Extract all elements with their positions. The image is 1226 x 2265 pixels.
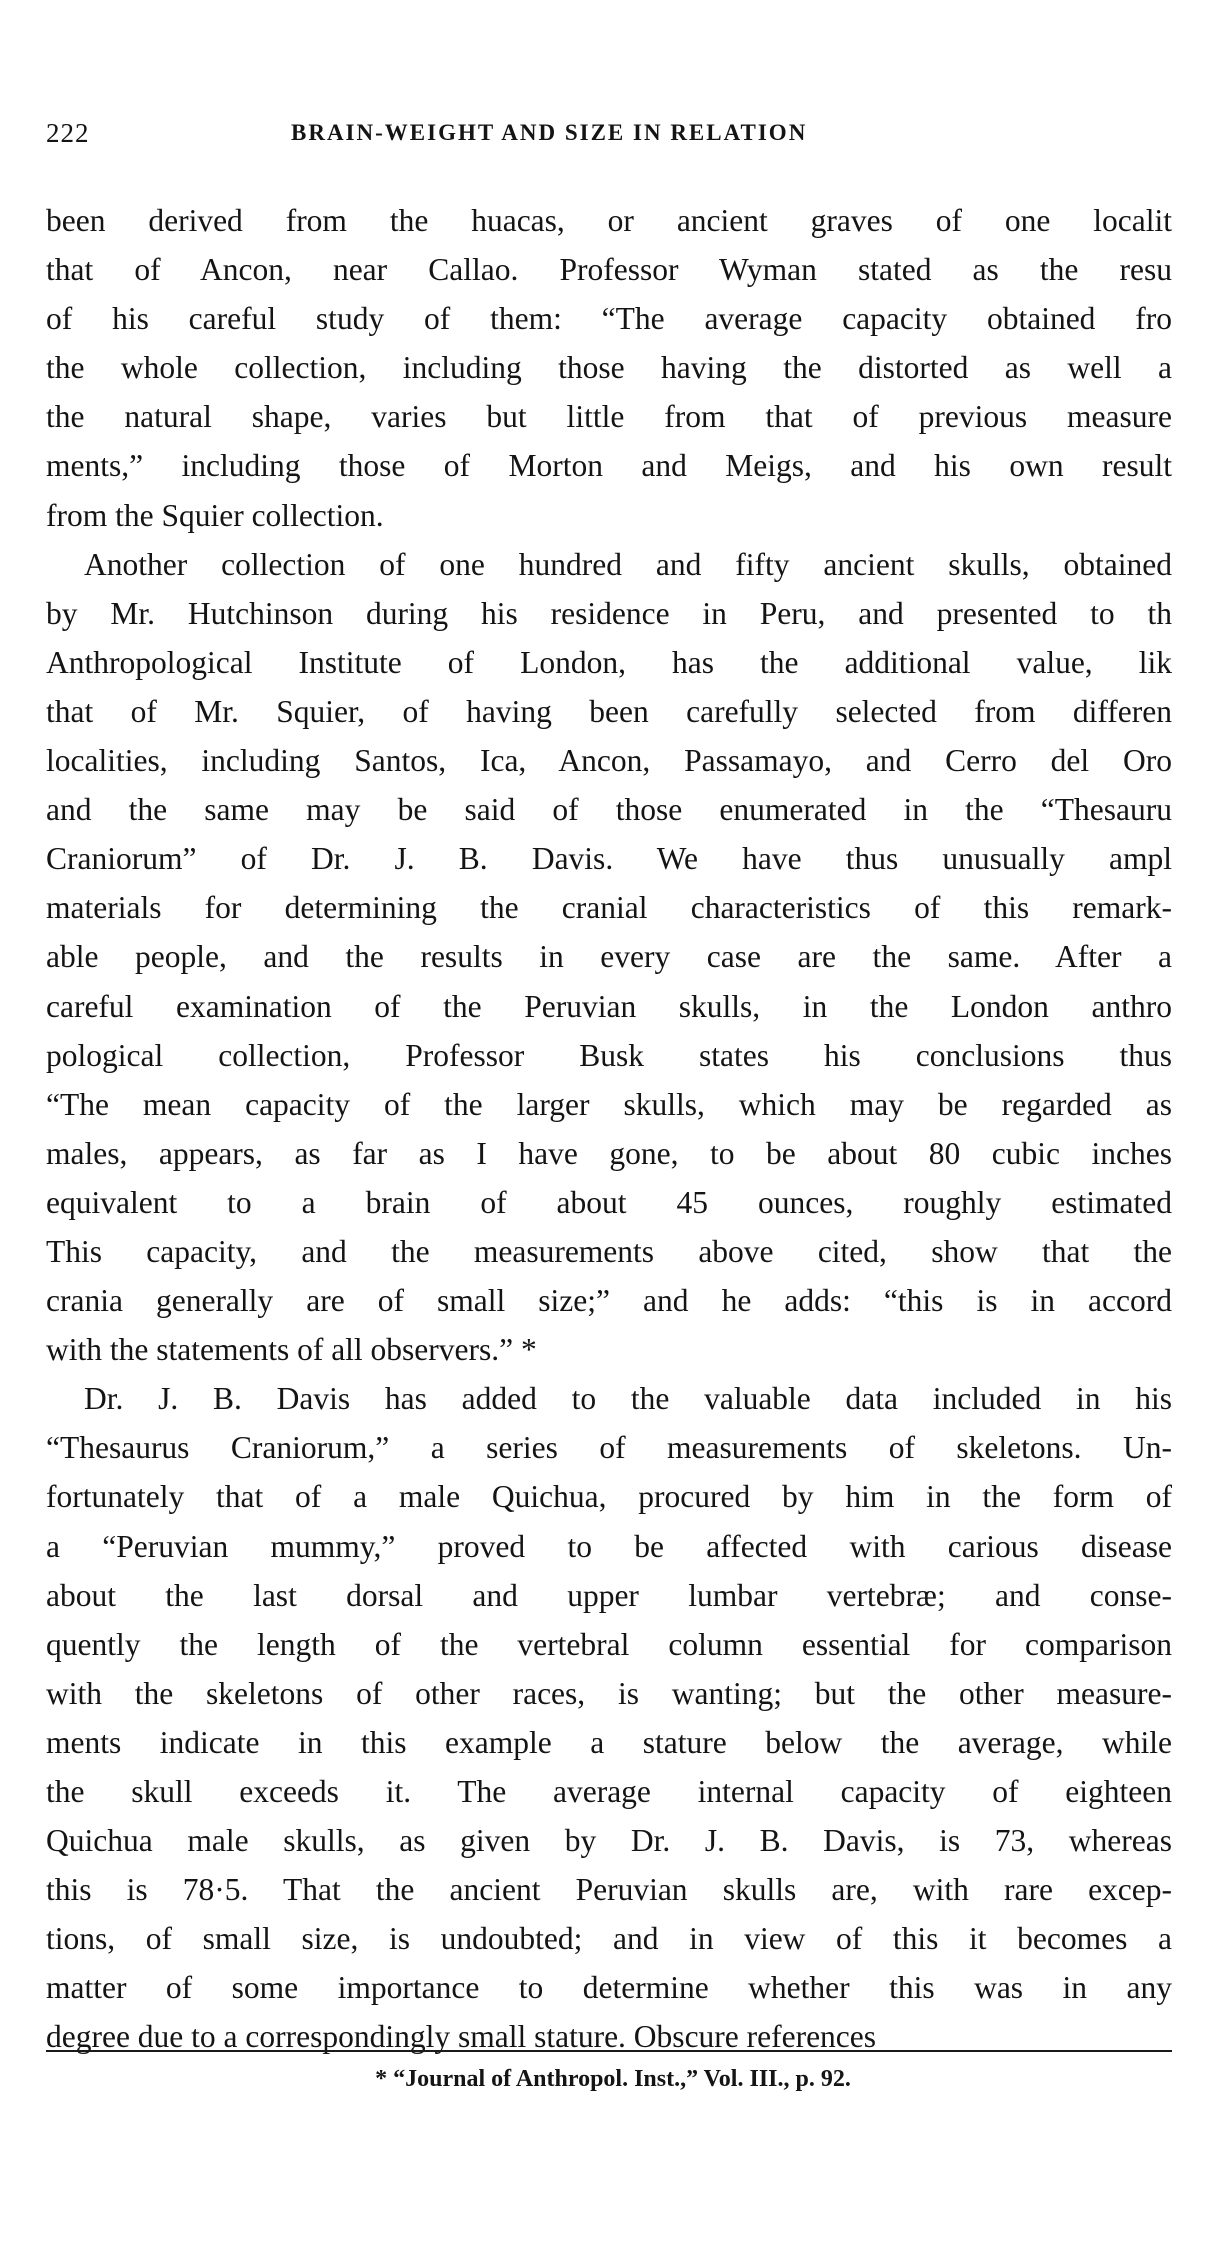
text-line: This capacity, and the measurements above cited, show that the (46, 1233, 1172, 1269)
text-line: tions, of small size, is undoubted; and in view of this it becomes a (46, 1921, 1172, 1957)
paragraph (46, 540, 1172, 1375)
paragraph (46, 1374, 1172, 2061)
footnote: * “Journal of Anthropol. Inst.,” Vol. III., p. 92. (375, 2066, 851, 2092)
text-line: that of Ancon, near Callao. Professor Wyman stated as the resu (46, 252, 1172, 288)
text-line: fortunately that of a male Quichua, procured by him in the form of (46, 1479, 1172, 1515)
footnote-rule (46, 2050, 1172, 2052)
text-line: equivalent to a brain of about 45 ounces, roughly estimated (46, 1184, 1172, 1220)
text-line: ments,” including those of Morton and Meigs, and his own result (46, 448, 1172, 484)
text-line: Anthropological Institute of London, has the additional value, lik (46, 644, 1172, 680)
text-line: with the statements of all observers.” * (46, 1332, 537, 1368)
page-number: 222 (46, 118, 90, 148)
text-line: with the skeletons of other races, is wanting; but the other measure- (46, 1675, 1172, 1711)
text-line: “The mean capacity of the larger skulls, which may be regarded as (46, 1086, 1172, 1122)
text-line: ments indicate in this example a stature below the average, while (46, 1724, 1172, 1760)
body-text (46, 196, 1172, 2062)
text-line: “Thesaurus Craniorum,” a series of measurements of skeletons. Un- (46, 1430, 1172, 1466)
text-line: Quichua male skulls, as given by Dr. J. B. Davis, is 73, whereas (46, 1823, 1172, 1859)
text-line: quently the length of the vertebral column essential for comparison (46, 1626, 1172, 1662)
text-line: the skull exceeds it. The average internal capacity of eighteen (46, 1774, 1172, 1809)
text-line: materials for determining the cranial characteristics of this remark- (46, 890, 1172, 926)
text-line: pological collection, Professor Busk states his conclusions thus (46, 1037, 1172, 1073)
running-head (46, 118, 1176, 158)
text-line: about the last dorsal and upper lumbar vertebræ; and conse- (46, 1577, 1172, 1613)
text-line: the whole collection, including those having the distorted as well a (46, 350, 1172, 386)
text-line: degree due to a correspondingly small stature. Obscure references (46, 2019, 877, 2055)
text-line: of his careful study of them: “The average capacity obtained fro (46, 301, 1172, 337)
text-line: and the same may be said of those enumerated in the “Thesauru (46, 792, 1172, 828)
text-line: Dr. J. B. Davis has added to the valuable data included in his (84, 1381, 1172, 1417)
text-line: males, appears, as far as I have gone, to be about 80 cubic inches (46, 1135, 1172, 1171)
text-line: the natural shape, varies but little from that of previous measure (46, 399, 1172, 435)
text-line: that of Mr. Squier, of having been carefully selected from differen (46, 693, 1172, 729)
text-line: able people, and the results in every case are the same. After a (46, 939, 1172, 975)
paragraph (46, 196, 1172, 540)
text-line: careful examination of the Peruvian skulls, in the London anthro (46, 988, 1172, 1024)
text-line: matter of some importance to determine whether this was in any (46, 1970, 1172, 2006)
text-line: been derived from the huacas, or ancient graves of one localit (46, 203, 1172, 238)
text-line: Craniorum” of Dr. J. B. Davis. We have thus unusually ampl (46, 841, 1172, 877)
text-line: Another collection of one hundred and fifty ancient skulls, obtained (84, 546, 1172, 582)
text-line: localities, including Santos, Ica, Ancon, Passamayo, and Cerro del Oro (46, 743, 1172, 779)
text-line: from the Squier collection. (46, 497, 384, 533)
text-line: a “Peruvian mummy,” proved to be affected with carious disease (46, 1528, 1172, 1564)
running-head-title: BRAIN-WEIGHT AND SIZE IN RELATION (291, 120, 808, 145)
text-line: crania generally are of small size;” and he adds: “this is in accord (46, 1283, 1172, 1319)
text-line: this is 78·5. That the ancient Peruvian skulls are, with rare excep- (46, 1872, 1172, 1908)
text-line: by Mr. Hutchinson during his residence in Peru, and presented to th (46, 595, 1172, 631)
